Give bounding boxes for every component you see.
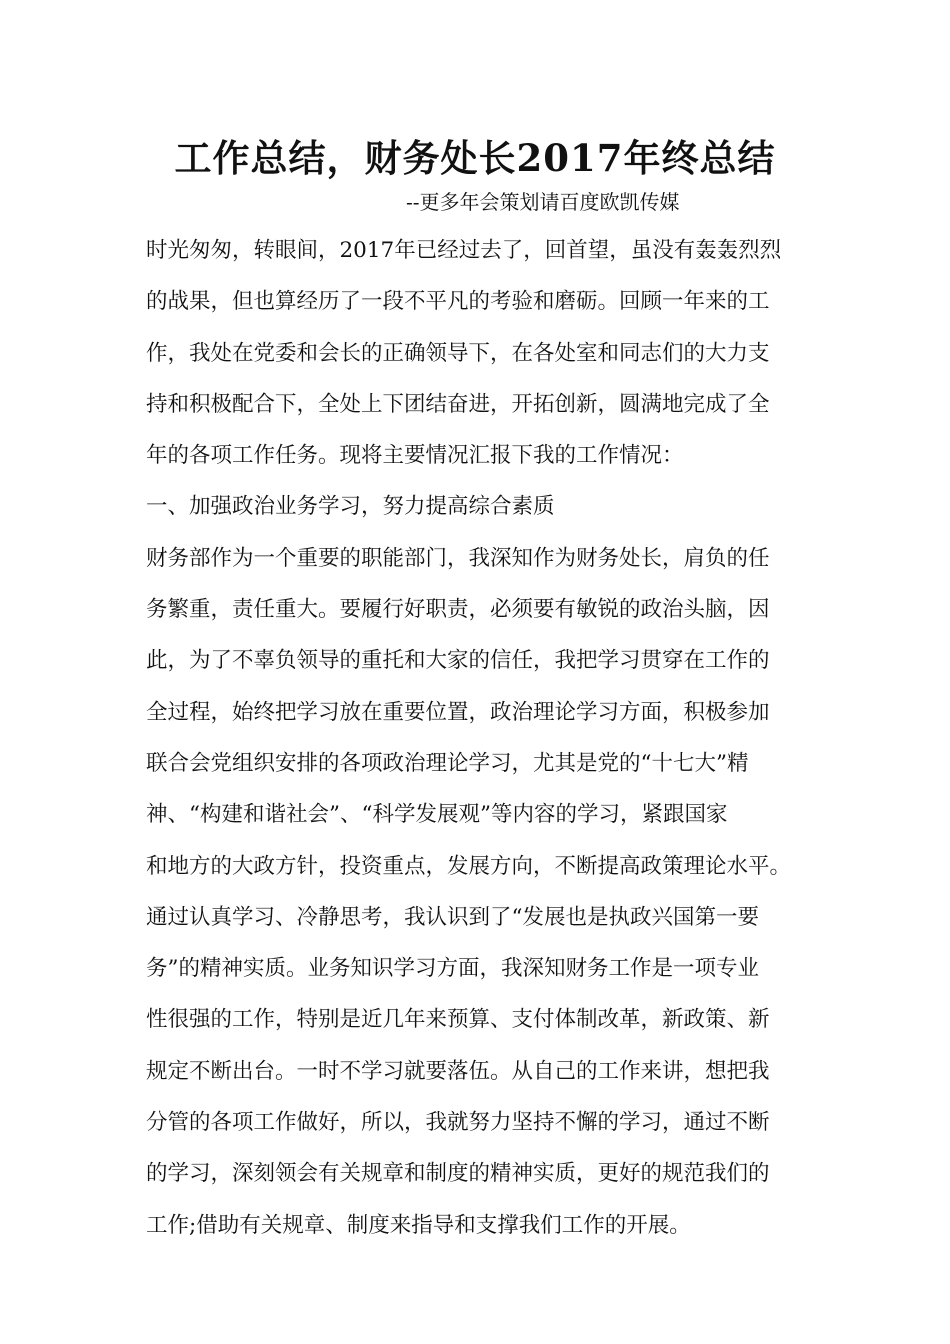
body-line: 联合会党组织安排的各项政治理论学习，尤其是党的“十七大”精 [146, 750, 749, 776]
body-line: 时光匆匆，转眼间，2017年已经过去了，回首望，虽没有轰轰烈烈 [146, 238, 782, 263]
body-line: 年的各项工作任务。现将主要情况汇报下我的工作情况： [146, 443, 684, 469]
body-line: 和地方的大政方针，投资重点，发展方向，不断提高政策理论水平。 [146, 853, 792, 879]
body-line: 的战果，但也算经历了一段不平凡的考验和磨砺。回顾一年来的工 [146, 289, 770, 315]
section-heading: 一、加强政治业务学习，努力提高综合素质 [146, 494, 555, 520]
body-line: 通过认真学习、冷静思考，我认识到了“发展也是执政兴国第一要 [146, 904, 759, 930]
body-line: 规定不断出台。一时不学习就要落伍。从自己的工作来讲，想把我 [146, 1058, 770, 1084]
body-line: 此，为了不辜负领导的重托和大家的信任，我把学习贯穿在工作的 [146, 648, 770, 674]
document-body [146, 230, 826, 1256]
body-line: 性很强的工作，特别是近几年来预算、支付体制改革，新政策、新 [146, 1007, 770, 1033]
body-line: 分管的各项工作做好，所以，我就努力坚持不懈的学习，通过不断 [146, 1110, 770, 1136]
body-line: 务”的精神实质。业务知识学习方面，我深知财务工作是一项专业 [146, 956, 759, 982]
body-line: 务繁重，责任重大。要履行好职责，必须要有敏锐的政治头脑，因 [146, 597, 770, 623]
body-line: 全过程，始终把学习放在重要位置，政治理论学习方面，积极参加 [146, 699, 770, 725]
document-title: 工作总结，财务处长2017年终总结 [174, 136, 776, 180]
body-line: 财务部作为一个重要的职能部门，我深知作为财务处长，肩负的任 [146, 545, 770, 571]
body-line: 神、“构建和谐社会”、“科学发展观”等内容的学习，紧跟国家 [146, 802, 728, 828]
body-line: 工作;借助有关规章、制度来指导和支撑我们工作的开展。 [146, 1212, 691, 1238]
document-subtitle: --更多年会策划请百度欧凯传媒 [406, 190, 680, 214]
body-line: 作，我处在党委和会长的正确领导下，在各处室和同志们的大力支 [146, 340, 770, 366]
body-line: 的学习，深刻领会有关规章和制度的精神实质，更好的规范我们的 [146, 1161, 770, 1187]
body-line: 持和积极配合下，全处上下团结奋进，开拓创新，圆满地完成了全 [146, 391, 770, 417]
